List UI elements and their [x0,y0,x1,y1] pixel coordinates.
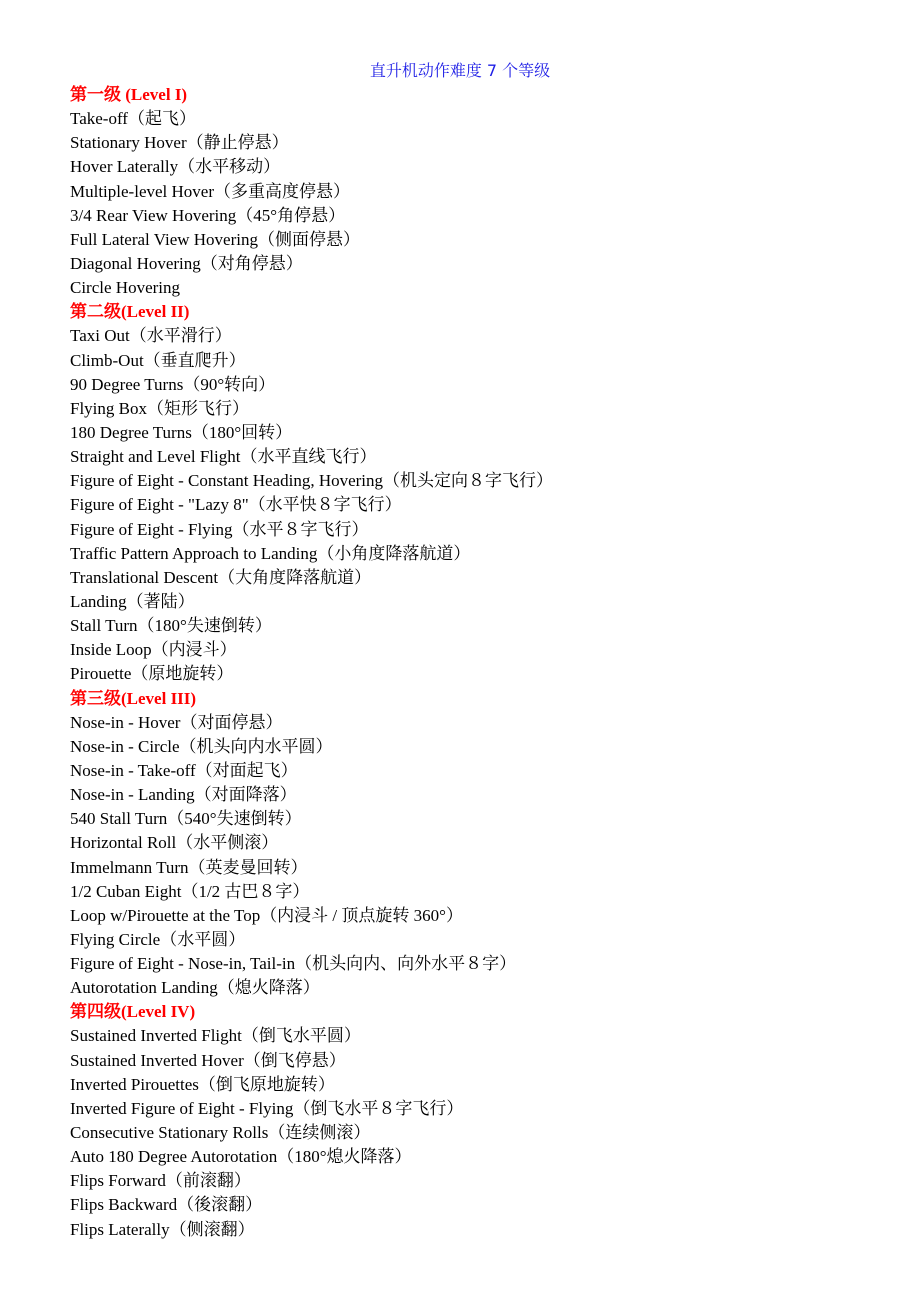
list-item: Circle Hovering [70,278,180,298]
list-item: Flying Circle（水平圆） [70,929,246,949]
list-item: Pirouette（原地旋转） [70,664,234,684]
list-item: Multiple-level Hover（多重高度停悬） [70,181,350,201]
list-item: Inverted Figure of Eight - Flying（倒飞水平８字飞行） [70,1098,464,1118]
list-item: Stationary Hover（静止停悬） [70,133,289,153]
list-item: Figure of Eight - Nose-in, Tail-in（机头向内、向外水平８字） [70,954,517,974]
list-item: Flips Forward（前滚翻） [70,1171,251,1191]
list-item: Figure of Eight - Flying（水平８字飞行） [70,519,369,539]
list-item: Climb-Out（垂直爬升） [70,350,246,370]
list-item: 90 Degree Turns（90°转向） [70,374,276,394]
list-item: Straight and Level Flight（水平直线飞行） [70,447,377,467]
list-item: Diagonal Hovering（对角停悬） [70,253,303,273]
list-item: Horizontal Roll（水平侧滚） [70,833,279,853]
page-title: 直升机动作难度 7 个等级 [369,61,551,80]
list-item: Flying Box（矩形飞行） [70,398,249,418]
list-item: Auto 180 Degree Autorotation（180°熄火降落） [70,1147,412,1167]
list-item: Nose-in - Take-off（对面起飞） [70,760,298,780]
list-item: Figure of Eight - "Lazy 8"（水平快８字飞行） [70,495,402,515]
section-heading-level-2: 第二级(Level II) [70,302,190,322]
list-item: Nose-in - Circle（机头向内水平圆） [70,736,333,756]
list-item: Stall Turn（180°失速倒转） [70,616,272,636]
list-item: Landing（著陆） [70,591,195,611]
list-item: Figure of Eight - Constant Heading, Hovering（机头定向８字飞行） [70,471,554,491]
list-item: Inverted Pirouettes（倒飞原地旋转） [70,1074,335,1094]
list-item: 3/4 Rear View Hovering（45°角停悬） [70,205,346,225]
list-item: Autorotation Landing（熄火降落） [70,978,320,998]
list-item: Flips Laterally（侧滚翻） [70,1219,255,1239]
section-heading-level-3: 第三级(Level III) [70,688,197,708]
section-heading-level-4: 第四级(Level IV) [70,1002,196,1022]
list-item: 1/2 Cuban Eight（1/2 古巴８字） [70,881,310,901]
list-item: Flips Backward（後滚翻） [70,1195,263,1215]
list-item: Consecutive Stationary Rolls（连续侧滚） [70,1123,371,1143]
list-item: Immelmann Turn（英麦曼回转） [70,857,308,877]
list-item: Inside Loop（内浸斗） [70,640,237,660]
list-item: Nose-in - Hover（对面停悬） [70,712,283,732]
list-item: Full Lateral View Hovering（侧面停悬） [70,229,360,249]
list-item: Loop w/Pirouette at the Top（内浸斗 / 顶点旋转 360°） [70,905,463,925]
maneuver-list [70,83,900,1242]
section-heading-level-1: 第一级 (Level I) [70,85,188,104]
list-item: Take-off（起飞） [70,109,196,129]
list-item: Nose-in - Landing（对面降落） [70,785,297,805]
list-item: 540 Stall Turn（540°失速倒转） [70,809,302,829]
list-item: Translational Descent（大角度降落航道） [70,567,372,587]
list-item: Traffic Pattern Approach to Landing（小角度降落航道） [70,543,471,563]
list-item: Taxi Out（水平滑行） [70,326,232,346]
list-item: 180 Degree Turns（180°回转） [70,422,293,442]
list-item: Sustained Inverted Flight（倒飞水平圆） [70,1026,361,1046]
list-item: Hover Laterally（水平移动） [70,157,281,177]
list-item: Sustained Inverted Hover（倒飞停悬） [70,1050,346,1070]
